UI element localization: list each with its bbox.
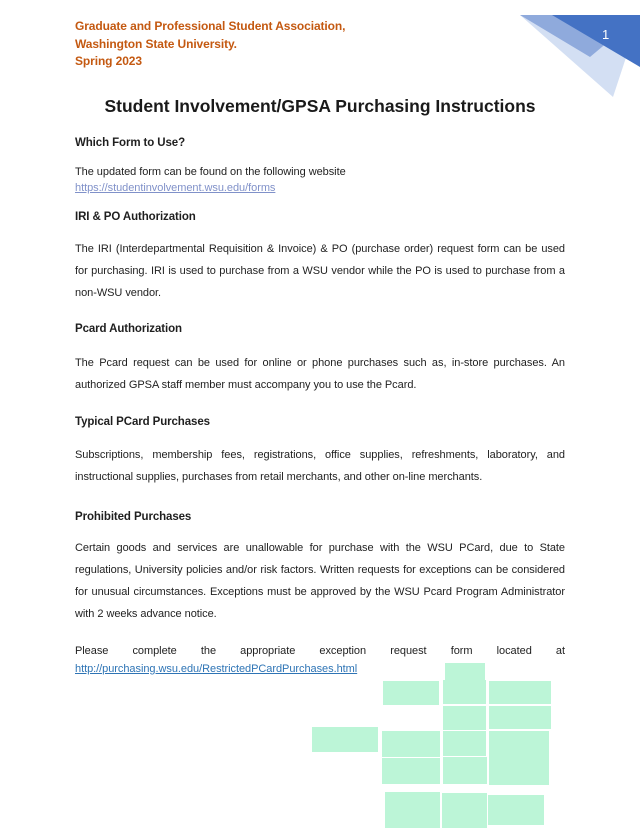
- pcard-auth-paragraph: The Pcard request can be used for online or phone purchases such as, in-store purchases. An authorized GPSA staff member must accompany you to use the Pcard.: [75, 357, 565, 391]
- forms-link[interactable]: https://studentinvolvement.wsu.edu/forms: [75, 181, 276, 194]
- green-highlight-block: [489, 706, 551, 729]
- heading-pcard-auth: Pcard Authorization: [75, 323, 182, 335]
- green-highlight-block: [442, 793, 487, 828]
- typical-purchases-paragraph: Subscriptions, membership fees, registrations, office supplies, refreshments, laboratory, and instructional supplies, purchases from retail merchants, and other on-line merchants.: [75, 449, 565, 483]
- green-highlight-block: [488, 795, 544, 825]
- green-highlight-block: [312, 727, 378, 752]
- green-highlight-block: [383, 681, 439, 705]
- corner-decoration: [520, 15, 640, 99]
- green-highlight-block: [445, 663, 485, 680]
- green-highlight-block: [443, 731, 486, 756]
- green-highlight-block: [489, 681, 551, 704]
- intro-text: The updated form can be found on the following website: [75, 166, 346, 178]
- heading-typical-purchases: Typical PCard Purchases: [75, 416, 210, 428]
- green-highlight-block: [382, 758, 440, 784]
- letterhead-line-2: Washington State University.: [75, 36, 237, 51]
- green-highlight-block: [443, 757, 487, 784]
- prohibited-purchases-paragraph: Certain goods and services are unallowable for purchase with the WSU PCard, due to State regulations, University policies and/or risk factors. Written requests for exceptions can be considered for unusual circumstances. Exceptions must be approved by the WSU Pcard Program Administrator with 2 weeks advance notice.: [75, 542, 565, 620]
- green-highlight-block: [385, 792, 440, 828]
- green-highlight-block: [443, 706, 486, 730]
- letterhead: [75, 18, 495, 71]
- letterhead-line-3: Spring 2023: [75, 54, 142, 68]
- green-highlight-block: [443, 680, 486, 704]
- green-highlight-block: [489, 731, 549, 785]
- restricted-purchases-link[interactable]: http://purchasing.wsu.edu/RestrictedPCardPurchases.html: [75, 662, 358, 675]
- letterhead-line-1: Graduate and Professional Student Association,: [75, 19, 346, 33]
- iri-po-paragraph: The IRI (Interdepartmental Requisition & Invoice) & PO (purchase order) request form can be used for purchasing. IRI is used to purchase from a WSU vendor while the PO is used to purchase from a non-WSU vendor.: [75, 243, 565, 299]
- intro-paragraph: [75, 165, 565, 196]
- closing-paragraph: [75, 643, 565, 678]
- page-title: Student Involvement/GPSA Purchasing Instructions: [104, 96, 536, 116]
- heading-iri-po: IRI & PO Authorization: [75, 211, 196, 223]
- closing-text: Please complete the appropriate exception request form located at: [75, 645, 565, 657]
- heading-which-form: Which Form to Use?: [75, 137, 186, 149]
- heading-prohibited-purchases: Prohibited Purchases: [75, 511, 192, 523]
- page-number: 1: [602, 27, 610, 42]
- green-highlight-block: [382, 731, 440, 757]
